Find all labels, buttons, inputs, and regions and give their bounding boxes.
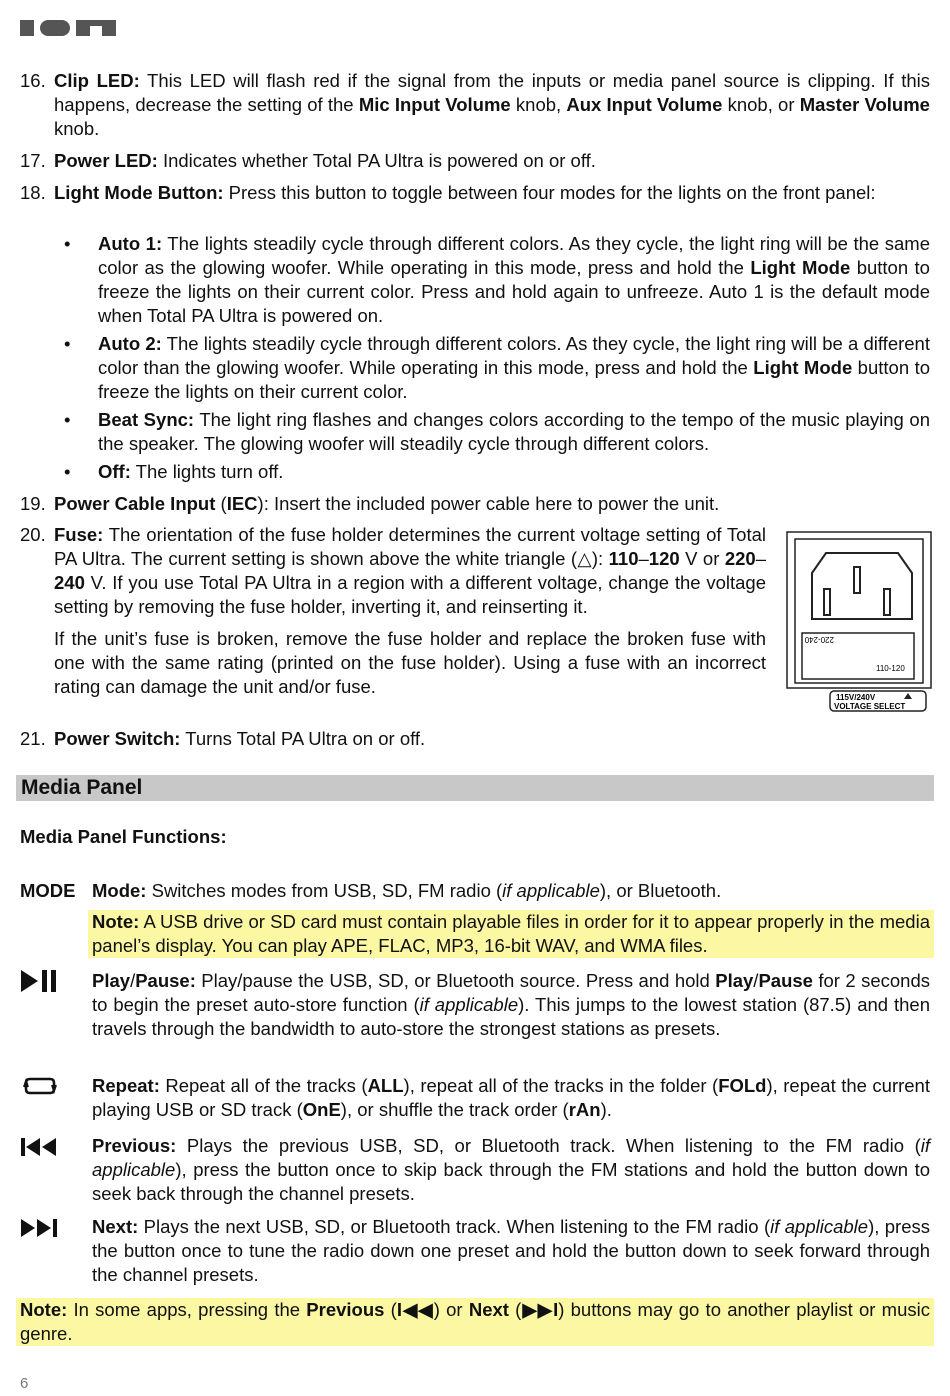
item-text: Power LED: Indicates whether Total PA Ultra is powered on or off.	[54, 150, 596, 171]
bullet-dot: •	[64, 409, 71, 430]
repeat-icon	[20, 1075, 80, 1103]
item-text: Power Cable Input (IEC): Insert the included power cable here to power the unit.	[54, 493, 720, 514]
bullet-dot: •	[64, 461, 71, 482]
bullet-dot: •	[64, 333, 71, 354]
item-text: Clip LED: This LED will flash red if the signal from the inputs or media panel source is clipping. If this happens, decrease the setting of the Mic Input Volume knob, Aux Input Volume knob, or Master Volume knob.	[54, 70, 930, 139]
next-icon	[20, 1217, 80, 1245]
item-number: 16.	[20, 70, 46, 91]
item-text: Power Switch: Turns Total PA Ultra on or off.	[54, 728, 426, 749]
ion-logo	[20, 18, 116, 44]
mode-label: MODE	[20, 880, 76, 901]
mode-description: Mode: Switches modes from USB, SD, FM radio (if applicable), or Bluetooth.	[92, 880, 722, 901]
next-description: Next: Plays the next USB, SD, or Bluetooth track. When listening to the FM radio (if applicable), press the button once to tune the radio down one preset and hold the button down to seek forward through the channel presets.	[92, 1216, 930, 1285]
previous-icon	[20, 1136, 80, 1164]
note-usb-sd-files: Note: A USB drive or SD card must contain playable files in order for it to appear properly in the media panel’s display. You can play APE, FLAC, MP3, 16-bit WAV, and WMA files.	[88, 910, 934, 958]
ion-logo-icon	[20, 18, 116, 38]
voltage-select-icon	[786, 531, 932, 713]
page-number: 6	[20, 1375, 29, 1392]
play-pause-icon	[20, 968, 80, 1000]
svg-text:220-240: 220-240	[804, 635, 834, 644]
item-number: 21.	[20, 728, 46, 749]
item-power-led	[20, 149, 930, 173]
media-panel-functions-heading: Media Panel Functions:	[20, 826, 227, 847]
section-header-media-panel	[16, 775, 934, 801]
item-text: Fuse: The orientation of the fuse holder determines the current voltage setting of Total PA Ultra. The current setting is shown above the white triangle (△): 110–120 V or 220–240 V. If you use Total PA Ultra in a region with a different voltage, change the voltage setting by removing the fuse holder, inverting it, and reinserting it.	[54, 524, 766, 617]
item-number: 19.	[20, 493, 46, 514]
bullet-text: Auto 2: The lights steadily cycle through different colors. As they cycle, the light ring will be a different color than the glowing woofer. While operating in this mode, press and hold the Light Mode button to freeze the lights on their current color.	[98, 333, 930, 402]
item-number: 18.	[20, 182, 46, 203]
bullet-auto-2	[58, 332, 930, 404]
item-power-cable-input	[20, 492, 930, 516]
item-clip-led	[20, 69, 930, 141]
bullet-auto-1	[58, 232, 930, 328]
bullet-text: Off: The lights turn off.	[98, 461, 284, 482]
svg-text:VOLTAGE SELECT: VOLTAGE SELECT	[834, 702, 906, 711]
item-fuse	[20, 523, 766, 699]
fuse-voltage-diagram	[786, 531, 932, 719]
item-power-switch	[20, 727, 930, 751]
item-number: 17.	[20, 150, 46, 171]
item-text-fuse-broken: If the unit’s fuse is broken, remove the fuse holder and replace the broken fuse with one with the same rating (printed on the fuse holder). Using a fuse with an incorrect rating can damage the unit and/or fuse.	[54, 628, 766, 697]
item-number: 20.	[20, 524, 46, 545]
previous-description: Previous: Plays the previous USB, SD, or Bluetooth track. When listening to the FM radio (if applicable), press the button once to skip back through the FM stations and hold the button down to seek back through the channel presets.	[92, 1135, 930, 1204]
play-pause-description: Play/Pause: Play/pause the USB, SD, or Bluetooth source. Press and hold Play/Pause for 2 seconds to begin the preset auto-store function (if applicable). This jumps to the lowest station (87.5) and then travels through the bandwidth to auto-store the strongest stations as presets.	[92, 970, 931, 1039]
item-light-mode-button	[20, 181, 930, 205]
note-apps-playlist: Note: In some apps, pressing the Previous (I◀◀) or Next (▶▶I) buttons may go to another playlist or music genre.	[16, 1298, 934, 1346]
bullet-beat-sync	[58, 408, 930, 456]
repeat-description: Repeat: Repeat all of the tracks (ALL), repeat all of the tracks in the folder (FOLd), repeat the current playing USB or SD track (OnE), or shuffle the track order (rAn).	[92, 1075, 930, 1120]
svg-text:110-120: 110-120	[876, 664, 905, 673]
bullet-text: Beat Sync: The light ring flashes and changes colors according to the tempo of the music playing on the speaker. The glowing woofer will steadily cycle through different colors.	[98, 409, 931, 454]
bullet-off	[58, 460, 930, 484]
bullet-text: Auto 1: The lights steadily cycle through different colors. As they cycle, the light ring will be the same color as the glowing woofer. While operating in this mode, press and hold the Light Mode button to freeze the lights on their current color. Press and hold again to unfreeze. Auto 1 is the default mode when Total PA Ultra is powered on.	[98, 233, 930, 326]
bullet-dot: •	[64, 233, 71, 254]
item-text: Light Mode Button: Press this button to toggle between four modes for the lights on the front panel:	[54, 182, 876, 203]
svg-text:115V/240V: 115V/240V	[836, 693, 876, 702]
section-title: Media Panel	[21, 776, 143, 799]
